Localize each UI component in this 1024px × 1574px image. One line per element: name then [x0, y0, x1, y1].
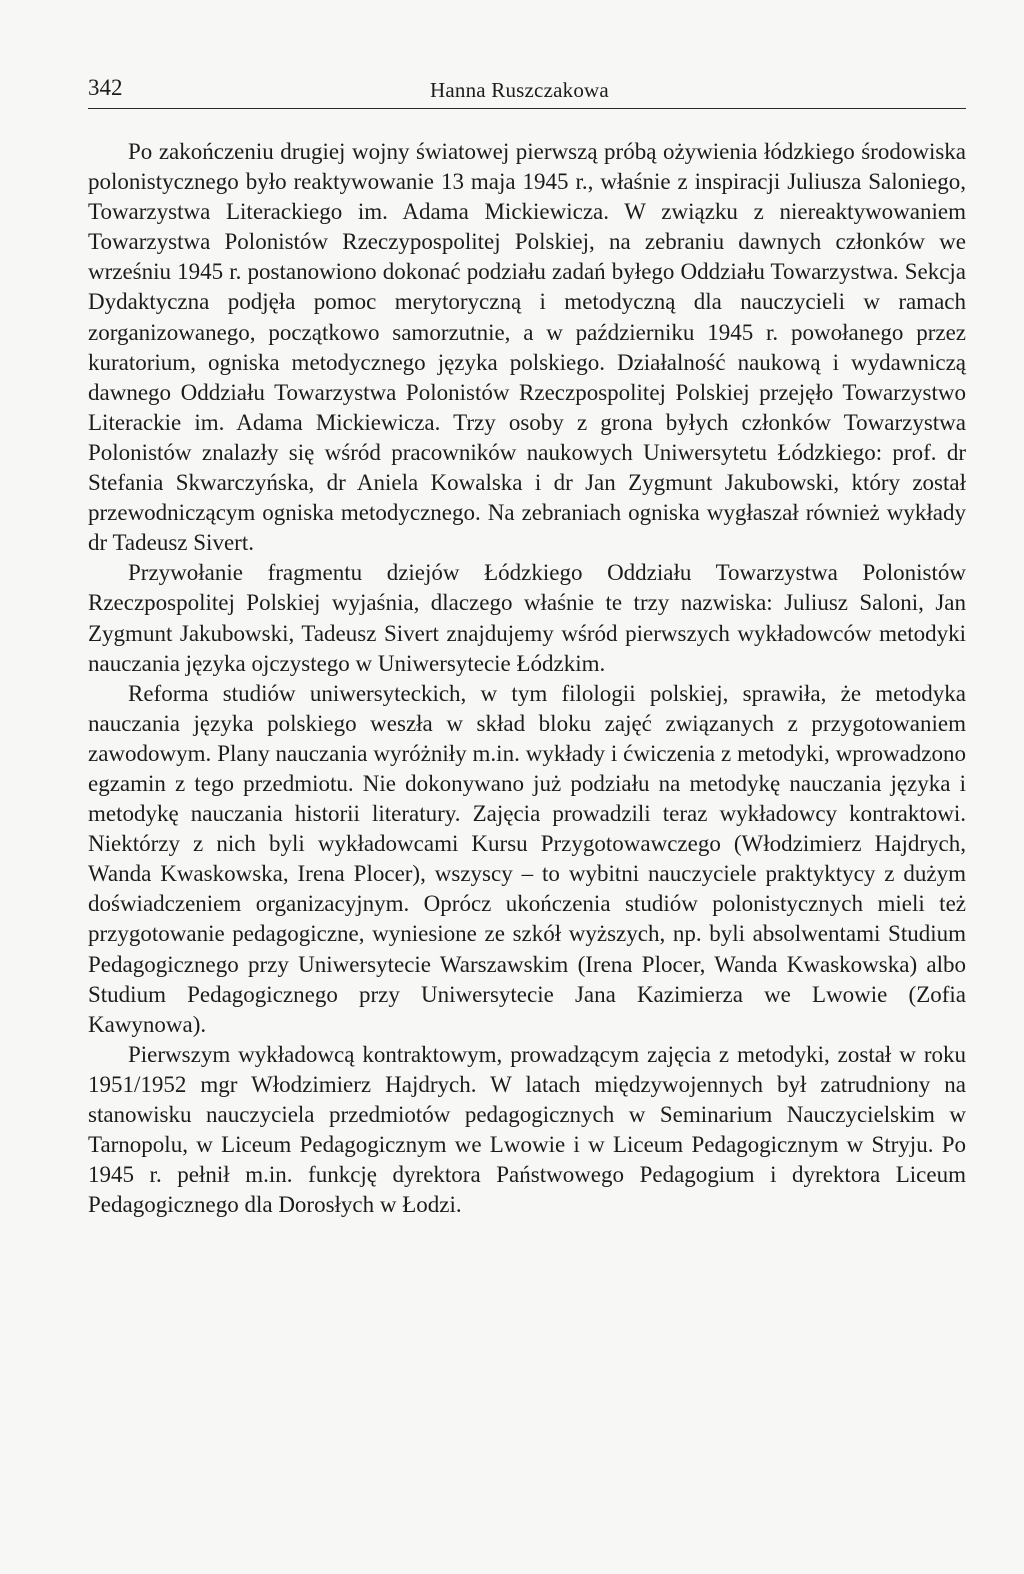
header-rule: [88, 108, 966, 109]
paragraph: Reforma studiów uniwersyteckich, w tym filologii polskiej, sprawiła, że metodyka nauczania języka polskiego weszła w skład bloku zajęć związanych z przygotowaniem zawodowym. Plany nauczania wyróżniły m.in. wykłady i ćwiczenia z metodyki, wprowadzono egzamin z tego przedmiotu. Nie dokonywano już podziału na metodykę nauczania języka i metodykę nauczania historii literatury. Zajęcia prowadzili teraz wykładowcy kontraktowi. Niektórzy z nich byli wykładowcami Kursu Przygotowawczego (Włodzimierz Hajdrych, Wanda Kwaskowska, Irena Plocer), wszyscy – to wybitni nauczyciele praktyktycy z dużym doświadczeniem organizacyjnym. Oprócz ukończenia studiów polonistycznych mieli też przygotowanie pedagogiczne, wyniesione ze szkół wyższych, np. byli absolwentami Studium Pedagogicznego przy Uniwersytecie Warszawskim (Irena Plocer, Wanda Kwaskowska) albo Studium Pedagogicznego przy Uniwersytecie Jana Kazimierza we Lwowie (Zofia Kawynowa).: [88, 680, 966, 1037]
paragraph: Po zakończeniu drugiej wojny światowej pierwszą próbą ożywienia łódzkiego środowiska polonistycznego było reaktywowanie 13 maja 1945 r., właśnie z inspiracji Juliusza Saloniego, Towarzystwa Literackiego im. Adama Mickiewicza. W związku z niereaktywowaniem Towarzystwa Polonistów Rzeczypospolitej Polskiej, na zebraniu dawnych członków we wrześniu 1945 r. postanowiono dokonać podziału zadań byłego Oddziału Towarzystwa. Sekcja Dydaktyczna podjęła pomoc merytoryczną i metodyczną dla nauczycieli w ramach zorganizowanego, początkowo samorzutnie, a w październiku 1945 r. powołanego przez kuratorium, ogniska metodycznego języka polskiego. Działalność naukową i wydawniczą dawnego Oddziału Towarzystwa Polonistów Rzeczpospolitej Polskiej przejęło Towarzystwo Literackie im. Adama Mickiewicza. Trzy osoby z grona byłych członków Towarzystwa Polonistów znalazły się wśród pracowników naukowych Uniwersytetu Łódzkiego: prof. dr Stefania Skwarczyńska, dr Aniela Kowalska i dr Jan Zygmunt Jakubowski, który został przewodniczącym ogniska metodycznego. Na zebraniach ogniska wygłaszał również wykłady dr Tadeusz Sivert.: [88, 139, 966, 556]
page-header: [88, 74, 966, 110]
page-number: 342: [88, 75, 123, 100]
running-head-author: Hanna Ruszczakowa: [430, 78, 609, 102]
body-text: [88, 137, 966, 1220]
paragraph: Pierwszym wykładowcą kontraktowym, prowadzącym zajęcia z metodyki, został w roku 1951/1952 mgr Włodzimierz Hajdrych. W latach międzywojennych był zatrudniony na stanowisku nauczyciela przedmiotów pedagogicznych w Seminarium Nauczycielskim w Tarnopolu, w Liceum Pedagogicznym we Lwowie i w Liceum Pedagogicznym w Stryju. Po 1945 r. pełnił m.in. funkcję dyrektora Państwowego Pedagogium i dyrektora Liceum Pedagogicznego dla Dorosłych w Łodzi.: [88, 1041, 966, 1218]
paragraph: Przywołanie fragmentu dziejów Łódzkiego Oddziału Towarzystwa Polonistów Rzeczpospolitej Polskiej wyjaśnia, dlaczego właśnie te trzy nazwiska: Juliusz Saloni, Jan Zygmunt Jakubowski, Tadeusz Sivert znajdujemy wśród pierwszych wykładowców metodyki nauczania języka ojczystego w Uniwersytecie Łódzkim.: [88, 560, 966, 676]
